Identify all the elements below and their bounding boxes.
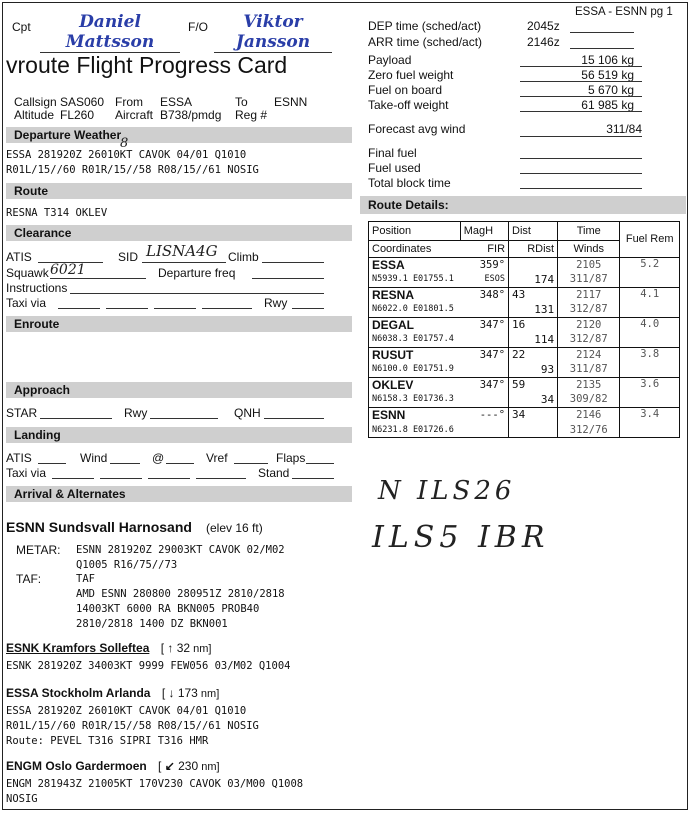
handwritten-note-1: N ILS26 (378, 476, 516, 506)
waypoint-fuel-rem: 3.4 (640, 407, 660, 420)
clearance-sid-label: SID (118, 250, 139, 264)
block-time-label: Total block time (368, 176, 451, 190)
final-fuel-label: Final fuel (368, 146, 417, 160)
route-string: RESNA T314 OKLEV (6, 207, 108, 219)
waypoint-winds: 309/82 (558, 392, 620, 407)
weight-value: 5 670 kg (587, 83, 634, 97)
waypoint-fuel-spacer (620, 362, 679, 377)
waypoint-fir (460, 392, 508, 407)
waypoint-magh: 348° (460, 287, 508, 302)
alternate-distance: 173 (174, 686, 198, 700)
waypoint-fuel-spacer (620, 272, 679, 287)
weight-value: 56 519 kg (581, 68, 634, 82)
taf-label: TAF: (16, 572, 42, 586)
waypoint-time: 2120 (558, 317, 620, 332)
waypoint-winds: 311/87 (558, 272, 620, 287)
alternate-distance-unit: nm] (190, 643, 212, 655)
metar-lines (76, 543, 285, 573)
dep-time-label: DEP time (sched/act) (368, 19, 482, 33)
route-row-bottom (369, 362, 679, 377)
waypoint-fir (460, 332, 508, 347)
metar-label: METAR: (16, 543, 61, 557)
alternate-heading (6, 759, 220, 773)
route-row-top (369, 317, 679, 332)
waypoint-coordinates: N6038.3 E01757.4 (369, 332, 460, 347)
waypoint-winds: 311/87 (558, 362, 620, 377)
waypoint-name: DEGAL (372, 317, 414, 332)
handwritten-note-2: ILS5 IBR (372, 520, 550, 555)
waypoint-fuel-rem: 4.0 (640, 317, 660, 330)
weight-label: Payload (368, 53, 412, 67)
handwritten-sid: LISNA4G (146, 242, 218, 260)
departure-freq-label: Departure freq (158, 266, 236, 280)
landing-atis-label: ATIS (6, 451, 32, 465)
waypoint-name: RESNA (372, 287, 415, 302)
dep-time-value: 2045z (527, 19, 560, 33)
alternate-info-line: ENGM 281943Z 21005KT 170V230 CAVOK 03/M00 Q1008 (6, 778, 304, 790)
waypoint-magh: 359° (460, 257, 508, 272)
aircraft-label: Aircraft (115, 108, 154, 122)
alternate-distance-open: [ (154, 759, 165, 773)
clearance-rwy-label: Rwy (264, 296, 288, 310)
alternate-distance: 32 (173, 641, 191, 655)
alternate-name: ENGM Oslo Gardermoen (6, 759, 147, 773)
clearance-climb-label: Climb (228, 250, 259, 264)
route-row-bottom (369, 272, 679, 287)
weight-underline (520, 81, 642, 82)
alternate-heading (6, 641, 211, 655)
route-row-top (369, 257, 679, 272)
reg-label: Reg # (235, 108, 268, 122)
arrow-south-icon: ↓ (168, 686, 175, 700)
alternate-name: ESNK Kramfors Solleftea (6, 641, 150, 655)
waypoint-fuel-spacer (620, 302, 679, 317)
waypoint-rdist: 174 (509, 272, 558, 287)
waypoint-name: ESSA (372, 257, 405, 272)
waypoint-fuel-spacer (620, 422, 679, 437)
waypoint-dist: 59 (509, 377, 558, 392)
destination-title: ESNN Sundsvall Harnosand (6, 519, 192, 535)
alternate-distance-unit: nm] (198, 761, 220, 773)
landing-vref-label: Vref (206, 451, 228, 465)
from-value: ESSA (160, 95, 193, 109)
waypoint-name: ESNN (372, 407, 406, 422)
route-row-bottom (369, 422, 679, 437)
route-row-bottom (369, 392, 679, 407)
landing-at-label: @ (152, 451, 165, 465)
alternate-info-line: ESNK 281920Z 34003KT 9999 FEW056 03/M02 Q1004 (6, 660, 291, 672)
waypoint-time: 2117 (558, 287, 620, 302)
waypoint-rdist: 131 (509, 302, 558, 317)
alternate-heading (6, 686, 219, 700)
header-dist: Dist (509, 222, 558, 240)
section-clearance: Clearance (6, 225, 352, 241)
waypoint-time: 2135 (558, 377, 620, 392)
header-fuel-rem: Fuel Rem (620, 222, 679, 257)
waypoint-fuel-rem: 3.8 (640, 347, 660, 360)
waypoint-dist (509, 257, 558, 272)
first-officer-label: F/O (188, 20, 208, 34)
alternate-distance-unit: nm] (197, 688, 220, 700)
waypoint-fuel-rem: 3.6 (640, 377, 660, 390)
alternate-info-line: Route: PEVEL T316 SIPRI T316 HMR (6, 735, 209, 747)
weight-underline (520, 96, 642, 97)
taf-line: 2810/2818 1400 DZ BKN001 (76, 618, 228, 630)
weight-underline (520, 111, 642, 112)
callsign-label: Callsign (14, 95, 57, 109)
header-time: Time (558, 222, 620, 240)
waypoint-dist: 43 (509, 287, 558, 302)
captain-label: Cpt (12, 20, 31, 34)
route-row-top (369, 377, 679, 392)
route-row-top (369, 347, 679, 362)
waypoint-coordinates: N6022.0 E01801.5 (369, 302, 460, 317)
waypoint-time: 2105 (558, 257, 620, 272)
alternate-info-line: NOSIG (6, 793, 38, 805)
instructions-label: Instructions (6, 281, 68, 295)
departure-weather-line-2: R01L/15//60 R01R/15//58 R08/15//61 NOSIG (6, 164, 259, 176)
landing-taxi-via-label: Taxi via (6, 466, 47, 480)
waypoint-rdist: 114 (509, 332, 558, 347)
waypoint-fuel-spacer (620, 332, 679, 347)
waypoint-magh: 347° (460, 347, 508, 362)
arrow-north-icon: ↑ (167, 641, 174, 655)
route-row-top (369, 407, 679, 422)
destination-elevation: (elev 16 ft) (206, 521, 263, 535)
waypoint-coordinates: N6100.0 E01751.9 (369, 362, 460, 377)
header-magh: MagH (460, 222, 508, 240)
alternate-name: ESSA Stockholm Arlanda (6, 686, 151, 700)
waypoint-fir: ESOS (460, 272, 508, 287)
metar-line: Q1005 R16/75//73 (76, 559, 178, 571)
clearance-taxi-via-label: Taxi via (6, 296, 47, 310)
page-title: vroute Flight Progress Card (6, 52, 288, 78)
waypoint-name: OKLEV (372, 377, 414, 392)
section-arrival-alternates: Arrival & Alternates (6, 486, 352, 502)
aircraft-value: B738/pmdg (160, 108, 222, 122)
handwritten-wind-correction: 8 (120, 136, 129, 151)
landing-wind-label: Wind (80, 451, 108, 465)
to-value: ESNN (274, 95, 308, 109)
taf-line: AMD ESNN 280800 280951Z 2810/2818 (76, 588, 285, 600)
first-officer-name: Viktor Jansson (214, 12, 332, 53)
waypoint-magh: 347° (460, 377, 508, 392)
weight-label: Zero fuel weight (368, 68, 454, 82)
landing-flaps-label: Flaps (276, 451, 306, 465)
waypoint-rdist: 34 (509, 392, 558, 407)
arr-time-label: ARR time (sched/act) (368, 35, 483, 49)
arr-time-value: 2146z (527, 35, 560, 49)
alternate-distance-open: [ (157, 641, 168, 655)
header-winds: Winds (558, 240, 620, 257)
altitude-value: FL260 (60, 108, 95, 122)
taf-line: 14003KT 6000 RA BKN005 PROB40 (76, 603, 260, 615)
captain-name: Daniel Mattsson (40, 12, 180, 53)
waypoint-winds: 312/87 (558, 302, 620, 317)
waypoint-magh: ---° (460, 407, 508, 422)
waypoint-dist: 22 (509, 347, 558, 362)
waypoint-winds: 312/76 (558, 422, 620, 437)
section-landing: Landing (6, 427, 352, 443)
taf-line: TAF (76, 573, 95, 585)
route-row-bottom (369, 332, 679, 347)
waypoint-dist: 16 (509, 317, 558, 332)
approach-star-label: STAR (6, 406, 38, 420)
waypoint-rdist: 93 (509, 362, 558, 377)
weight-underline (520, 66, 642, 67)
waypoint-rdist (509, 422, 558, 437)
section-approach: Approach (6, 382, 352, 398)
waypoint-fir (460, 302, 508, 317)
route-page-label: ESSA - ESNN pg 1 (575, 6, 673, 18)
arrow-southwest-icon: ↙ (164, 759, 175, 773)
approach-rwy-label: Rwy (124, 406, 148, 420)
landing-stand-label: Stand (258, 466, 290, 480)
waypoint-time: 2124 (558, 347, 620, 362)
waypoint-dist: 34 (509, 407, 558, 422)
header-position: Position (369, 222, 460, 240)
handwritten-squawk: 6021 (50, 262, 86, 278)
waypoint-fuel-rem: 4.1 (640, 287, 660, 300)
approach-qnh-label: QNH (234, 406, 261, 420)
section-route: Route (6, 183, 352, 199)
waypoint-fir (460, 362, 508, 377)
forecast-wind-value: 311/84 (606, 122, 642, 136)
departure-weather-line-1: ESSA 281920Z 26010KT CAVOK 04/01 Q1010 (6, 149, 247, 161)
waypoint-coordinates: N6158.3 E01736.3 (369, 392, 460, 407)
weight-label: Take-off weight (368, 98, 449, 112)
route-row-bottom (369, 302, 679, 317)
fuel-used-label: Fuel used (368, 161, 421, 175)
route-row-top (369, 287, 679, 302)
waypoint-name: RUSUT (372, 347, 414, 362)
callsign-value: SAS060 (60, 95, 105, 109)
weight-value: 61 985 kg (581, 98, 634, 112)
from-label: From (115, 95, 143, 109)
weight-label: Fuel on board (368, 83, 443, 97)
section-enroute: Enroute (6, 316, 352, 332)
route-details-table (368, 221, 680, 438)
metar-line: ESNN 281920Z 29003KT CAVOK 02/M02 (76, 544, 285, 556)
header-rdist: RDist (509, 240, 558, 257)
taf-lines (76, 572, 285, 632)
waypoint-coordinates: N6231.8 E01726.6 (372, 424, 454, 435)
header-fir: FIR (460, 240, 508, 257)
waypoint-time: 2146 (558, 407, 620, 422)
waypoint-magh: 347° (460, 317, 508, 332)
weight-value: 15 106 kg (581, 53, 634, 67)
section-departure-weather: Departure Weather (6, 127, 352, 143)
to-label: To (235, 95, 248, 109)
altitude-label: Altitude (14, 108, 55, 122)
forecast-wind-label: Forecast avg wind (368, 122, 466, 136)
waypoint-coordinates: N5939.1 E01755.1 (369, 272, 460, 287)
waypoint-winds: 312/87 (558, 332, 620, 347)
squawk-label: Squawk (6, 266, 49, 280)
waypoint-fuel-rem: 5.2 (640, 257, 660, 270)
alternate-distance: 230 (174, 759, 199, 773)
alternate-info-line: R01L/15//60 R01R/15//58 R08/15//61 NOSIG (6, 720, 259, 732)
route-details-heading: Route Details: (368, 198, 449, 212)
waypoint-fir (460, 422, 508, 437)
waypoint-fuel-spacer (620, 392, 679, 407)
alternate-distance-open: [ (158, 686, 169, 700)
alternate-info-line: ESSA 281920Z 26010KT CAVOK 04/01 Q1010 (6, 705, 247, 717)
header-coordinates: Coordinates (369, 240, 460, 257)
clearance-atis-label: ATIS (6, 250, 32, 264)
